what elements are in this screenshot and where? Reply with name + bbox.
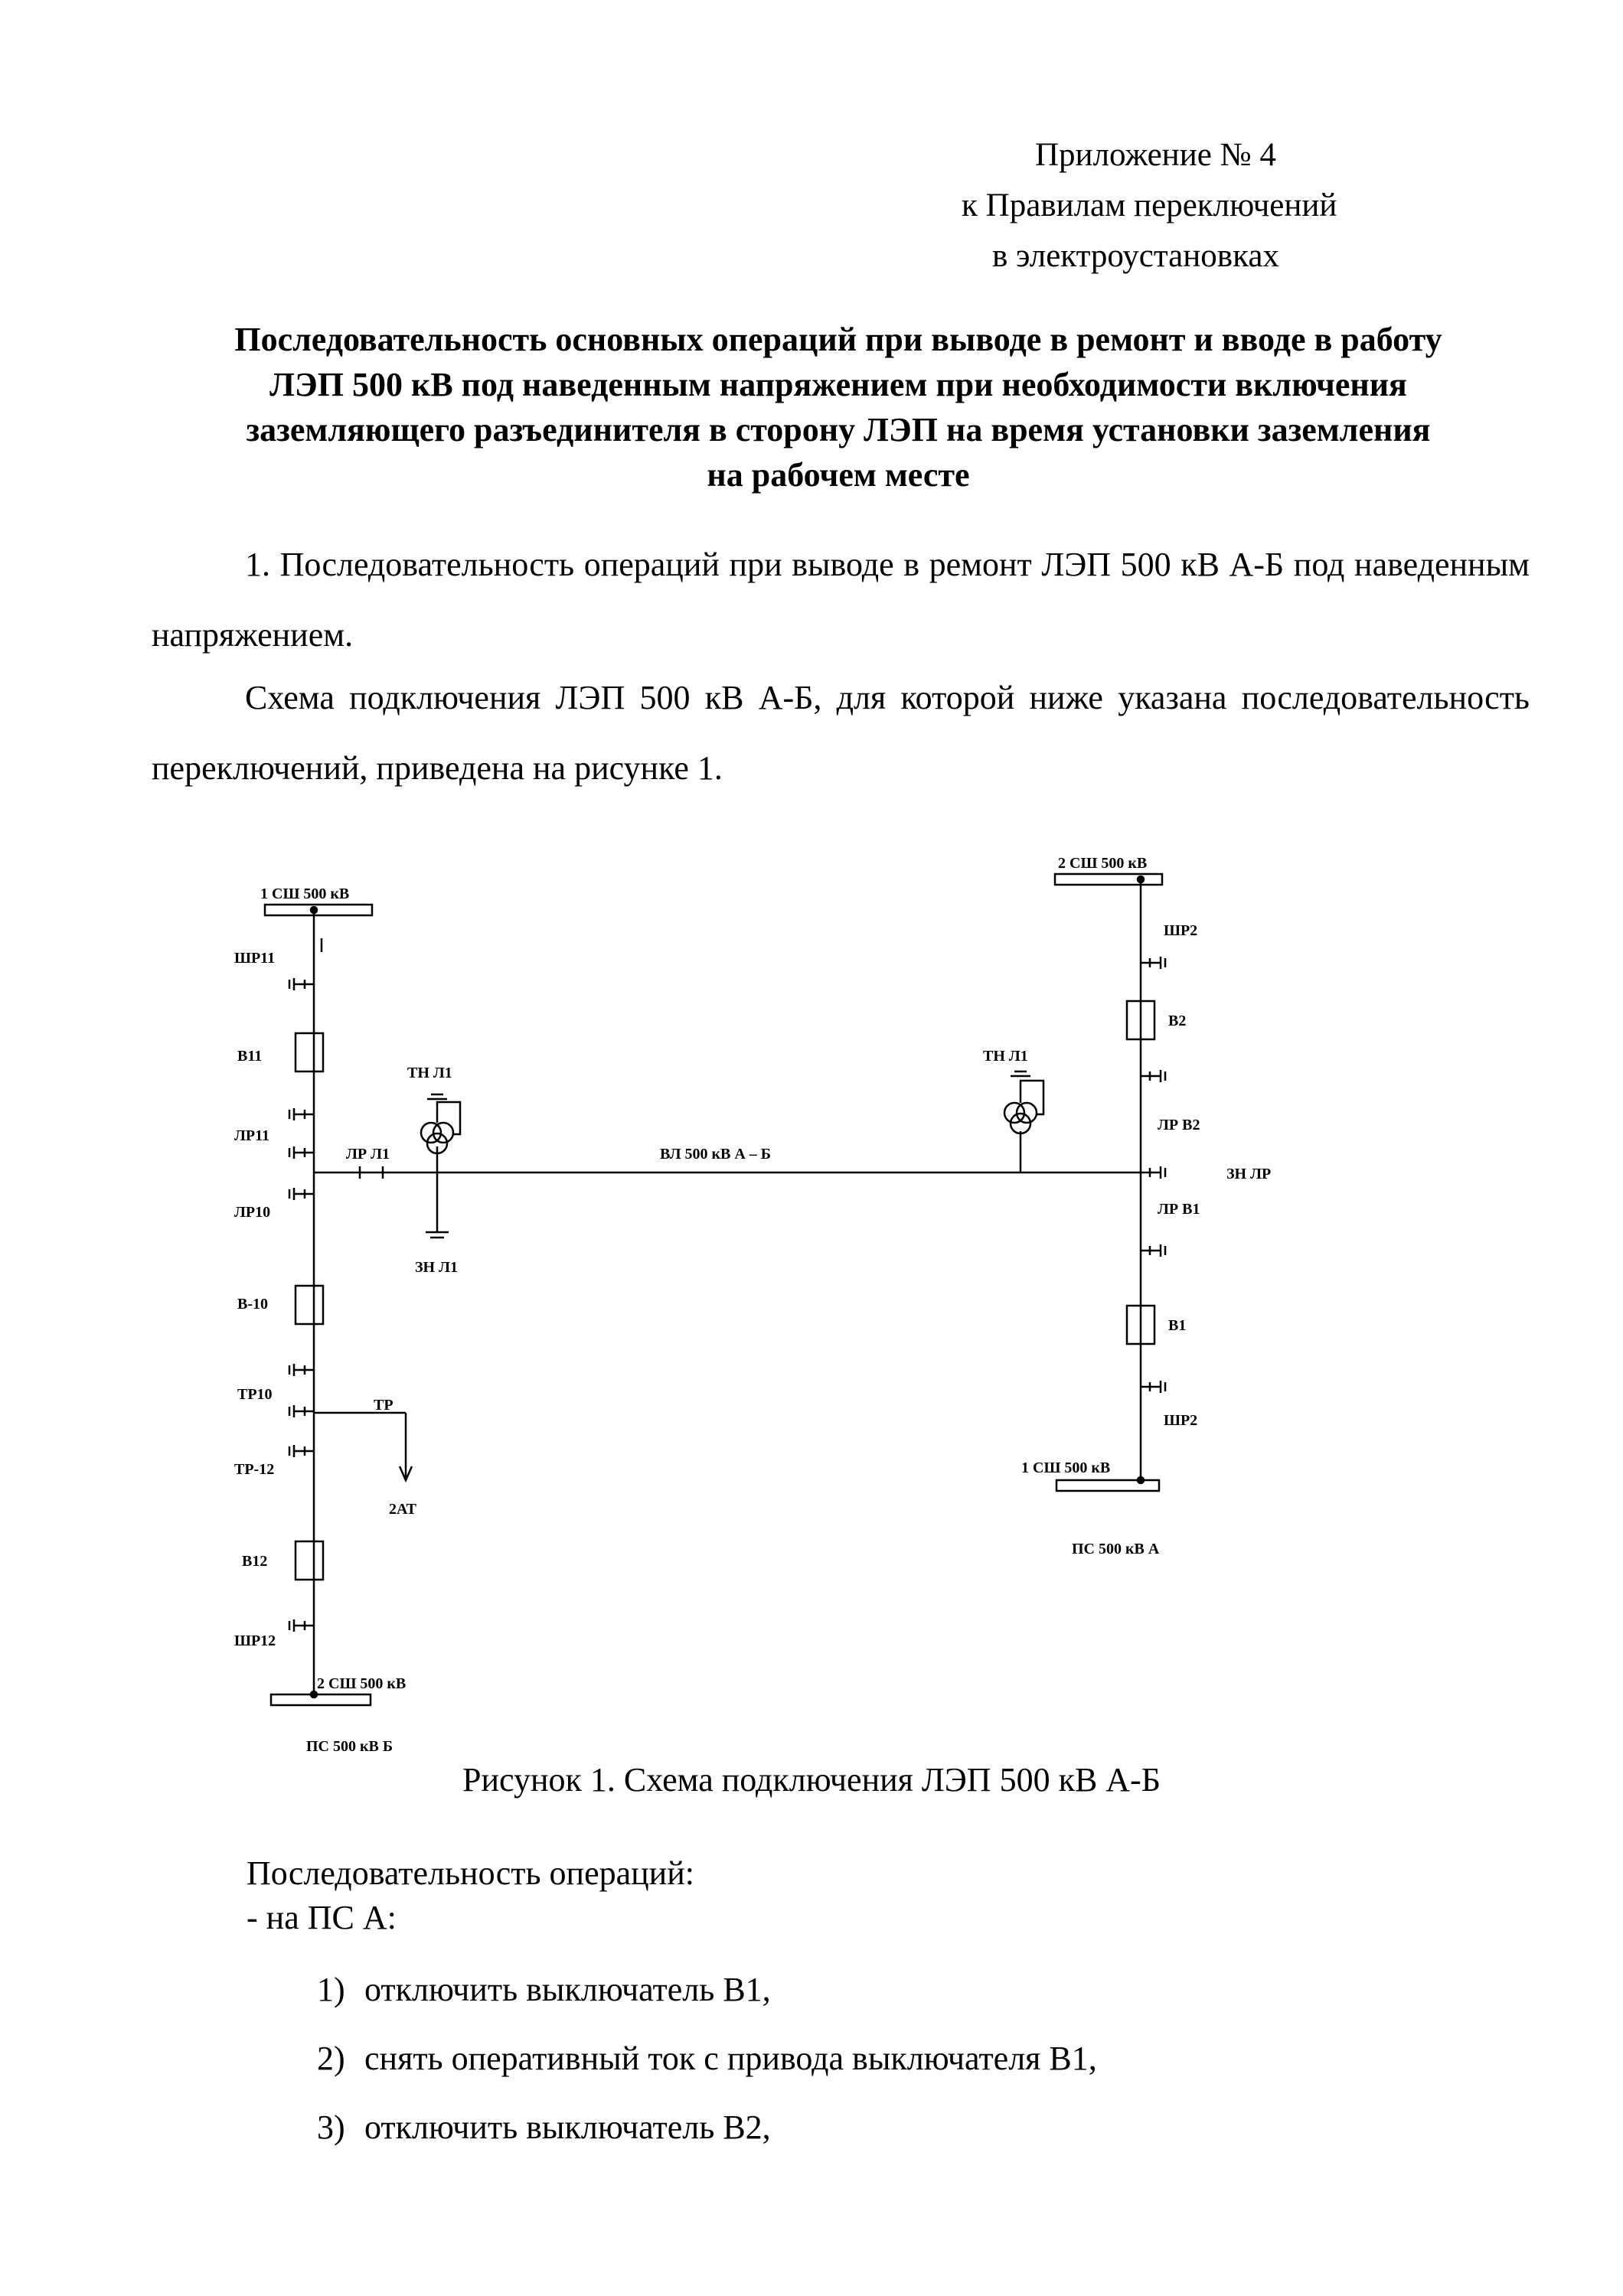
v1-label: В1 xyxy=(1168,1317,1187,1334)
tr12-label: ТР-12 xyxy=(234,1461,275,1478)
figure-caption: Рисунок 1. Схема подключения ЛЭП 500 кВ А-Б xyxy=(462,1761,1161,1799)
lr10-label: ЛР10 xyxy=(234,1204,271,1221)
operation-step xyxy=(317,2108,771,2147)
v2-label: В2 xyxy=(1168,1013,1187,1029)
2at-label: 2АТ xyxy=(389,1501,417,1518)
v12-breaker xyxy=(296,1541,323,1580)
left-substation-label: ПС 500 кВ Б xyxy=(306,1738,394,1755)
v10-breaker xyxy=(296,1286,323,1324)
lrl1-label: ЛР Л1 xyxy=(346,1146,390,1163)
title-line-3: заземляющего разъединителя в сторону ЛЭП на время установки заземления xyxy=(246,411,1431,448)
shr12-label: ШР12 xyxy=(234,1632,276,1649)
operations-title: Последовательность операций: xyxy=(247,1854,694,1892)
document-title xyxy=(145,317,1531,497)
lrv2-label: ЛР В2 xyxy=(1158,1117,1200,1133)
lrv1-label: ЛР В1 xyxy=(1158,1201,1200,1218)
right-ground-knife-4 xyxy=(1141,1381,1165,1393)
connection-diagram xyxy=(0,834,1623,1776)
appendix-number: Приложение № 4 xyxy=(1035,137,1276,173)
step-number: 1) xyxy=(317,1971,345,2008)
scheme-paragraph: Схема подключения ЛЭП 500 кВ А-Б, для которой ниже указана последовательность переключений, приведена на рисунке 1. xyxy=(152,679,1530,787)
shr2-top-label: ШР2 xyxy=(1164,922,1198,939)
operation-step xyxy=(317,2039,1097,2078)
step-text: отключить выключатель В1, xyxy=(364,1971,771,2008)
right-bus-1-node xyxy=(1138,1477,1144,1483)
right-tnl1-label: ТН Л1 xyxy=(983,1048,1028,1065)
step-text: отключить выключатель В2, xyxy=(364,2108,771,2146)
diagram-svg xyxy=(0,834,1623,1776)
v11-label: В11 xyxy=(237,1048,263,1065)
znlr-label: ЗН ЛР xyxy=(1226,1166,1272,1182)
left-bus-2-label: 2 СШ 500 кВ xyxy=(317,1675,407,1692)
v12-label: В12 xyxy=(242,1553,268,1570)
left-ground-knife-6 xyxy=(289,1405,314,1417)
lr11-label: ЛР11 xyxy=(234,1127,270,1144)
tr-label: ТР xyxy=(374,1397,394,1414)
znl1-label: ЗН Л1 xyxy=(415,1259,459,1276)
right-ground-knife-3 xyxy=(1141,1244,1165,1257)
shr2-bottom-label: ШР2 xyxy=(1164,1412,1198,1429)
left-ground-knife-5 xyxy=(289,1364,314,1376)
v10-label: В-10 xyxy=(237,1296,268,1313)
left-bus-2-bar xyxy=(271,1694,371,1705)
left-ground-knife-1 xyxy=(289,978,314,990)
left-ground-knife-7 xyxy=(289,1445,314,1457)
right-bus-2-label: 2 СШ 500 кВ xyxy=(1058,855,1148,872)
appendix-installations: в электроустановках xyxy=(992,238,1279,274)
left-bus-2-node xyxy=(311,1691,317,1698)
section-1-paragraph: 1. Последовательность операций при выводе в ремонт ЛЭП 500 кВ А-Б под наведенным напряжением. xyxy=(152,546,1530,654)
title-line-2: ЛЭП 500 кВ под наведенным напряжением при необходимости включения xyxy=(269,366,1407,403)
zn-lr-ground-knife xyxy=(1141,1166,1165,1179)
step-text: снять оперативный ток с привода выключателя В1, xyxy=(364,2040,1097,2077)
left-bus-1-label: 1 СШ 500 кВ xyxy=(260,885,350,902)
right-substation-label: ПС 500 кВ А xyxy=(1072,1541,1160,1557)
right-ground-knife-1 xyxy=(1141,957,1165,969)
appendix-rules-ref: к Правилам переключений xyxy=(962,188,1337,223)
right-bus-2-bar xyxy=(1055,874,1162,885)
step-number: 2) xyxy=(317,2040,345,2077)
operation-step xyxy=(317,1970,771,2009)
shr11-label: ШР11 xyxy=(234,950,276,967)
left-ground-knife-2 xyxy=(289,1108,314,1120)
v11-breaker xyxy=(296,1033,323,1071)
right-ground-knife-2 xyxy=(1141,1070,1165,1082)
left-ground-knife-8 xyxy=(289,1619,314,1632)
tr10-label: ТР10 xyxy=(237,1386,273,1403)
left-bus-1-bar xyxy=(265,905,372,915)
left-ground-knife-4 xyxy=(289,1188,314,1200)
left-tnl1-label: ТН Л1 xyxy=(407,1065,452,1081)
right-bus-1-label: 1 СШ 500 кВ xyxy=(1021,1459,1111,1476)
left-ground-knife-3 xyxy=(289,1146,314,1159)
step-number: 3) xyxy=(317,2108,345,2146)
title-line-1: Последовательность основных операций при выводе в ремонт и вводе в работу xyxy=(234,321,1442,358)
operations-subtitle: - на ПС А: xyxy=(247,1899,397,1936)
overhead-line-label: ВЛ 500 кВ А – Б xyxy=(660,1146,772,1163)
title-line-4: на рабочем месте xyxy=(707,456,970,494)
